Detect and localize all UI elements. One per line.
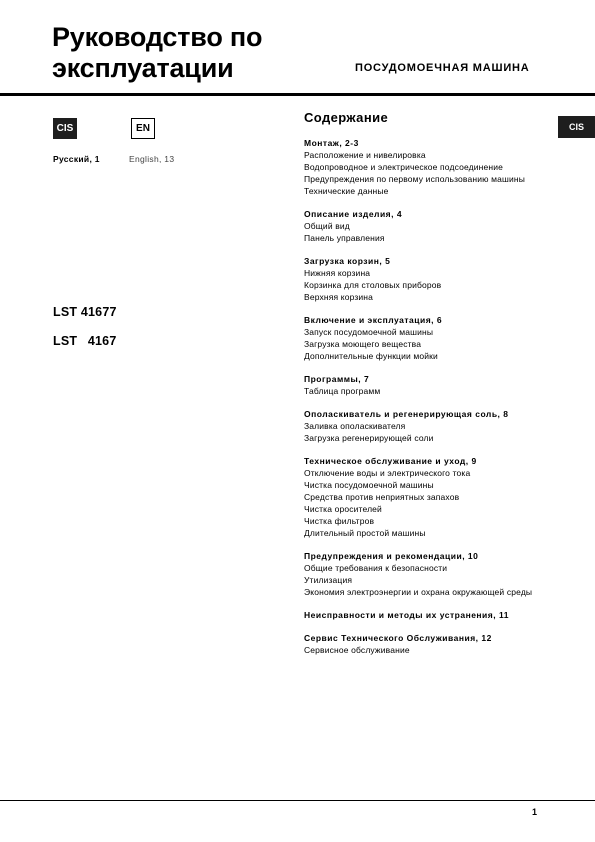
toc-item[interactable]: Утилизация bbox=[304, 575, 353, 585]
product-type-subtitle: ПОСУДОМОЕЧНАЯ МАШИНА bbox=[355, 62, 530, 74]
language-label-russian[interactable]: Русский, 1 bbox=[53, 154, 100, 164]
table-of-contents bbox=[304, 110, 564, 667]
page-title bbox=[52, 22, 262, 84]
toc-item[interactable]: Заливка ополаскивателя bbox=[304, 421, 406, 431]
language-badge-en[interactable]: EN bbox=[131, 118, 155, 139]
language-label-english[interactable]: English, 13 bbox=[129, 154, 175, 164]
toc-item[interactable]: Запуск посудомоечной машины bbox=[304, 327, 434, 337]
toc-section bbox=[304, 455, 564, 539]
footer-divider bbox=[0, 800, 595, 801]
toc-item[interactable]: Водопроводное и электрическое подсоединение bbox=[304, 162, 504, 172]
toc-item[interactable]: Экономия электроэнергии и охрана окружающей среды bbox=[304, 587, 533, 597]
toc-section-title[interactable]: Сервис Технического Обслуживания, 12 bbox=[304, 633, 492, 643]
toc-item[interactable]: Верхняя корзина bbox=[304, 292, 374, 302]
toc-section-title[interactable]: Программы, 7 bbox=[304, 374, 370, 384]
toc-section-title[interactable]: Монтаж, 2-3 bbox=[304, 138, 359, 148]
toc-item[interactable]: Чистка оросителей bbox=[304, 504, 382, 514]
toc-section bbox=[304, 408, 564, 444]
title-line-1: Руководство по bbox=[52, 22, 263, 52]
toc-item[interactable]: Корзинка для столовых приборов bbox=[304, 280, 442, 290]
toc-item[interactable]: Расположение и нивелировка bbox=[304, 150, 426, 160]
toc-item[interactable]: Длительный простой машины bbox=[304, 528, 426, 538]
toc-item[interactable]: Панель управления bbox=[304, 233, 385, 243]
title-line-2: эксплуатации bbox=[52, 53, 234, 83]
model-number-1: LST 41677 bbox=[53, 305, 117, 319]
toc-item[interactable]: Общий вид bbox=[304, 221, 350, 231]
toc-item[interactable]: Загрузка моющего вещества bbox=[304, 339, 422, 349]
toc-item[interactable]: Дополнительные функции мойки bbox=[304, 351, 438, 361]
toc-section bbox=[304, 314, 564, 362]
toc-section bbox=[304, 137, 564, 197]
toc-item[interactable]: Сервисное обслуживание bbox=[304, 645, 410, 655]
toc-section-title[interactable]: Предупреждения и рекомендации, 10 bbox=[304, 551, 479, 561]
model-number-2: LST 4167 bbox=[53, 334, 117, 348]
toc-item[interactable]: Нижняя корзина bbox=[304, 268, 371, 278]
toc-item[interactable]: Технические данные bbox=[304, 186, 389, 196]
toc-section-title[interactable]: Неисправности и методы их устранения, 11 bbox=[304, 610, 509, 620]
toc-item[interactable]: Чистка фильтров bbox=[304, 516, 375, 526]
toc-section-title[interactable]: Ополаскиватель и регенерирующая соль, 8 bbox=[304, 409, 509, 419]
toc-item[interactable]: Общие требования к безопасности bbox=[304, 563, 448, 573]
toc-sections bbox=[304, 137, 564, 656]
toc-section-title[interactable]: Описание изделия, 4 bbox=[304, 209, 403, 219]
toc-section bbox=[304, 632, 564, 656]
language-side-tab: CIS bbox=[558, 116, 595, 138]
toc-section bbox=[304, 373, 564, 397]
toc-section bbox=[304, 609, 564, 621]
toc-section-title[interactable]: Загрузка корзин, 5 bbox=[304, 256, 391, 266]
toc-item[interactable]: Предупреждения по первому использованию машины bbox=[304, 174, 526, 184]
toc-section bbox=[304, 208, 564, 244]
toc-section bbox=[304, 550, 564, 598]
toc-section-title[interactable]: Техническое обслуживание и уход, 9 bbox=[304, 456, 477, 466]
toc-item[interactable]: Средства против неприятных запахов bbox=[304, 492, 460, 502]
toc-item[interactable]: Загрузка регенерирующей соли bbox=[304, 433, 434, 443]
header-divider bbox=[0, 93, 595, 96]
toc-section bbox=[304, 255, 564, 303]
toc-item[interactable]: Чистка посудомоечной машины bbox=[304, 480, 434, 490]
toc-item[interactable]: Таблица программ bbox=[304, 386, 381, 396]
page-number: 1 bbox=[532, 807, 538, 817]
language-badge-cis[interactable]: CIS bbox=[53, 118, 77, 139]
toc-heading: Содержание bbox=[304, 110, 389, 125]
toc-item[interactable]: Отключение воды и электрического тока bbox=[304, 468, 471, 478]
toc-section-title[interactable]: Включение и эксплуатация, 6 bbox=[304, 315, 443, 325]
